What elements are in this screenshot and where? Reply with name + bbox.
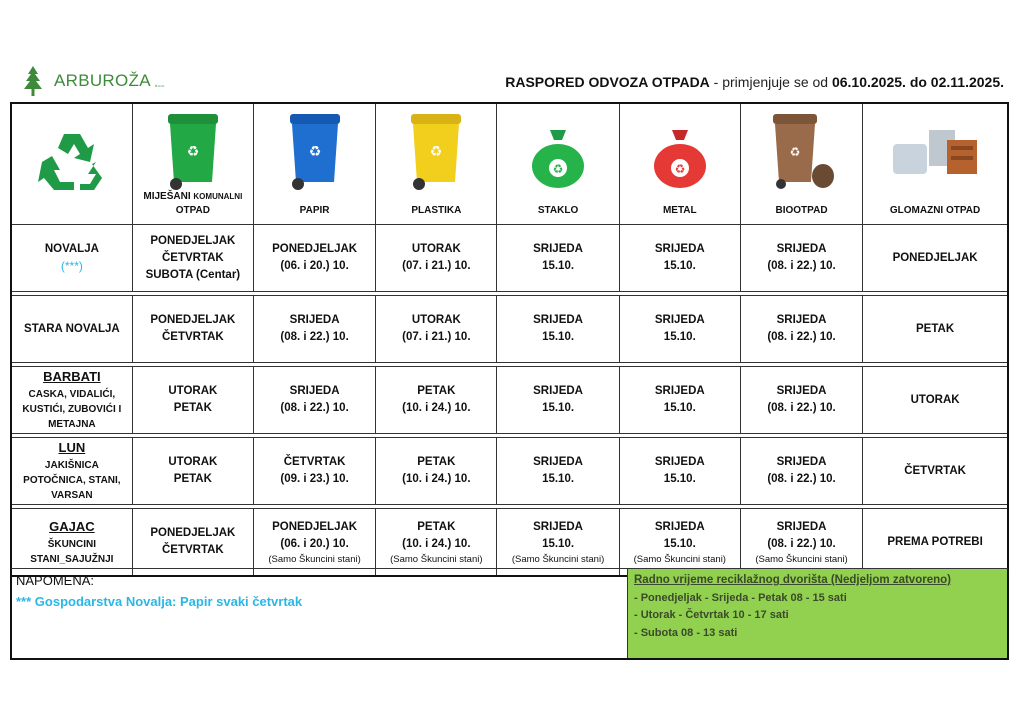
hours-title: Radno vrijeme reciklažnog dvorišta (Nedjeljom zatvoreno) <box>634 574 951 586</box>
table-row <box>11 296 1008 363</box>
place-subareas: CASKA, VIDALIĆI, KUSTIĆI, ZUBOVIĆI I METAJNA <box>22 389 122 430</box>
tree-logo-icon <box>16 64 50 98</box>
recycle-icon <box>34 130 110 192</box>
green-bag-icon <box>530 126 586 190</box>
place-cell <box>11 438 132 505</box>
svg-text:♻: ♻ <box>552 162 564 176</box>
svg-text:♻: ♻ <box>430 144 443 160</box>
mixed-cell: PONEDJELJAK ČETVRTAK SUBOTA (Centar) <box>132 225 253 292</box>
paper-cell: PONEDJELJAK (06. i 20.) 10. (Samo Škuncini stani) <box>253 509 375 577</box>
metal-cell: SRIJEDA 15.10. <box>619 296 740 363</box>
glass-label: STAKLO <box>537 205 579 216</box>
notes-panel <box>12 569 627 658</box>
place-subareas: ŠKUNCINI STANI_SAJUŽNJI <box>30 538 114 565</box>
mixed-cell: UTORAK PETAK <box>132 367 253 434</box>
svg-text:♻: ♻ <box>789 145 800 159</box>
schedule-table <box>10 102 1009 577</box>
mixed-cell: UTORAK PETAK <box>132 438 253 505</box>
paper-header <box>253 103 375 225</box>
glass-cell: SRIJEDA 15.10. <box>497 367 619 434</box>
place-name: LUN <box>58 440 86 455</box>
logo-name: ARBUROŽA <box>54 71 151 90</box>
glass-header <box>497 103 619 225</box>
bulky-label: GLOMAZNI OTPAD <box>889 205 981 216</box>
place-name: NOVALJA <box>44 243 99 255</box>
paper-cell: SRIJEDA (08. i 22.) 10. <box>253 296 375 363</box>
title-main: RASPORED ODVOZA OTPADA <box>505 74 710 90</box>
place-cell <box>11 225 132 292</box>
bio-cell: SRIJEDA (08. i 22.) 10. (Samo Škuncini stani) <box>740 509 862 577</box>
metal-cell: SRIJEDA 15.10. (Samo Škuncini stani) <box>619 509 740 577</box>
hours-line: - Subota 08 - 13 sati <box>634 626 738 639</box>
bulky-cell: PONEDJELJAK <box>863 225 1008 292</box>
paper-cell: ČETVRTAK (09. i 23.) 10. <box>253 438 375 505</box>
title-middle: - primjenjuje se od <box>709 74 832 90</box>
mixed-waste-label-2: OTPAD <box>175 205 210 216</box>
metal-cell: SRIJEDA 15.10. <box>619 438 740 505</box>
plastic-cell: UTORAK (07. i 21.) 10. <box>376 296 497 363</box>
title-dates: 06.10.2025. do 02.11.2025. <box>831 74 1004 90</box>
glass-cell: SRIJEDA 15.10. <box>497 225 619 292</box>
paper-label: PAPIR <box>299 205 330 216</box>
glass-cell: SRIJEDA 15.10. (Samo Škuncini stani) <box>497 509 619 577</box>
mixed-waste-header <box>132 103 253 225</box>
page-title <box>505 74 1004 90</box>
place-cell <box>11 367 132 434</box>
bio-cell: SRIJEDA (08. i 22.) 10. <box>740 225 862 292</box>
metal-cell: SRIJEDA 15.10. <box>619 367 740 434</box>
svg-text:♻: ♻ <box>186 144 200 160</box>
header-row <box>11 103 1008 225</box>
paper-cell: SRIJEDA (08. i 22.) 10. <box>253 367 375 434</box>
metal-cell: SRIJEDA 15.10. <box>619 225 740 292</box>
bio-cell: SRIJEDA (08. i 22.) 10. <box>740 438 862 505</box>
bulky-waste-icon <box>889 122 981 184</box>
table-row <box>11 367 1008 434</box>
brown-bin-icon <box>769 110 835 192</box>
place-cell <box>11 509 132 577</box>
footer-notes <box>10 568 1009 660</box>
mixed-waste-label: MIJEŠANI KOMUNALNI <box>143 191 243 202</box>
recycle-header-cell <box>11 103 132 225</box>
plastic-header <box>376 103 497 225</box>
bio-label: BIOOTPAD <box>775 205 828 216</box>
bulky-cell: PETAK <box>863 296 1008 363</box>
place-name: GAJAC <box>49 518 95 534</box>
table-row <box>11 438 1008 505</box>
red-bag-icon <box>652 126 708 190</box>
glass-cell: SRIJEDA 15.10. <box>497 296 619 363</box>
place-name: STARA NOVALJA <box>24 322 120 335</box>
glass-cell: SRIJEDA 15.10. <box>497 438 619 505</box>
notes-text: *** Gospodarstva Novalja: Papir svaki četvrtak <box>16 594 303 609</box>
bulky-header <box>863 103 1008 225</box>
yellow-bin-icon <box>405 110 467 192</box>
bio-cell: SRIJEDA (08. i 22.) 10. <box>740 367 862 434</box>
bulky-cell: PREMA POTREBI <box>863 509 1008 577</box>
table-row <box>11 225 1008 292</box>
logo-sub: d.o.o. <box>154 82 165 88</box>
recycling-yard-hours <box>627 569 1007 658</box>
place-cell <box>11 296 132 363</box>
plastic-cell: PETAK (10. i 24.) 10. <box>376 367 497 434</box>
company-logo <box>16 64 165 98</box>
bio-cell: SRIJEDA (08. i 22.) 10. <box>740 296 862 363</box>
plastic-cell: PETAK (10. i 24.) 10. (Samo Škuncini stani) <box>376 509 497 577</box>
metal-label: METAL <box>662 205 697 216</box>
bulky-cell: UTORAK <box>863 367 1008 434</box>
mixed-cell: PONEDJELJAK ČETVRTAK <box>132 296 253 363</box>
plastic-label: PLASTIKA <box>411 205 462 216</box>
green-bin-icon <box>162 110 224 192</box>
plastic-cell: UTORAK (07. i 21.) 10. <box>376 225 497 292</box>
bulky-cell: ČETVRTAK <box>863 438 1008 505</box>
plastic-cell: PETAK (10. i 24.) 10. <box>376 438 497 505</box>
hours-line: - Utorak - Četvrtak 10 - 17 sati <box>634 609 789 621</box>
bio-header <box>740 103 862 225</box>
paper-cell: PONEDJELJAK (06. i 20.) 10. <box>253 225 375 292</box>
svg-text:♻: ♻ <box>674 162 686 176</box>
place-name: BARBATI <box>43 369 101 384</box>
place-subareas: JAKIŠNICA POTOČNICA, STANI, VARSAN <box>23 460 121 501</box>
hours-line: - Ponedjeljak - Srijeda - Petak 08 - 15 sati <box>634 591 847 604</box>
table-row <box>11 509 1008 577</box>
notes-heading: NAPOMENA: <box>16 573 95 588</box>
metal-header <box>619 103 740 225</box>
mixed-cell: PONEDJELJAK ČETVRTAK <box>132 509 253 577</box>
place-note-marker: (***) <box>60 259 83 273</box>
blue-bin-icon <box>284 110 346 192</box>
svg-text:♻: ♻ <box>308 144 321 160</box>
